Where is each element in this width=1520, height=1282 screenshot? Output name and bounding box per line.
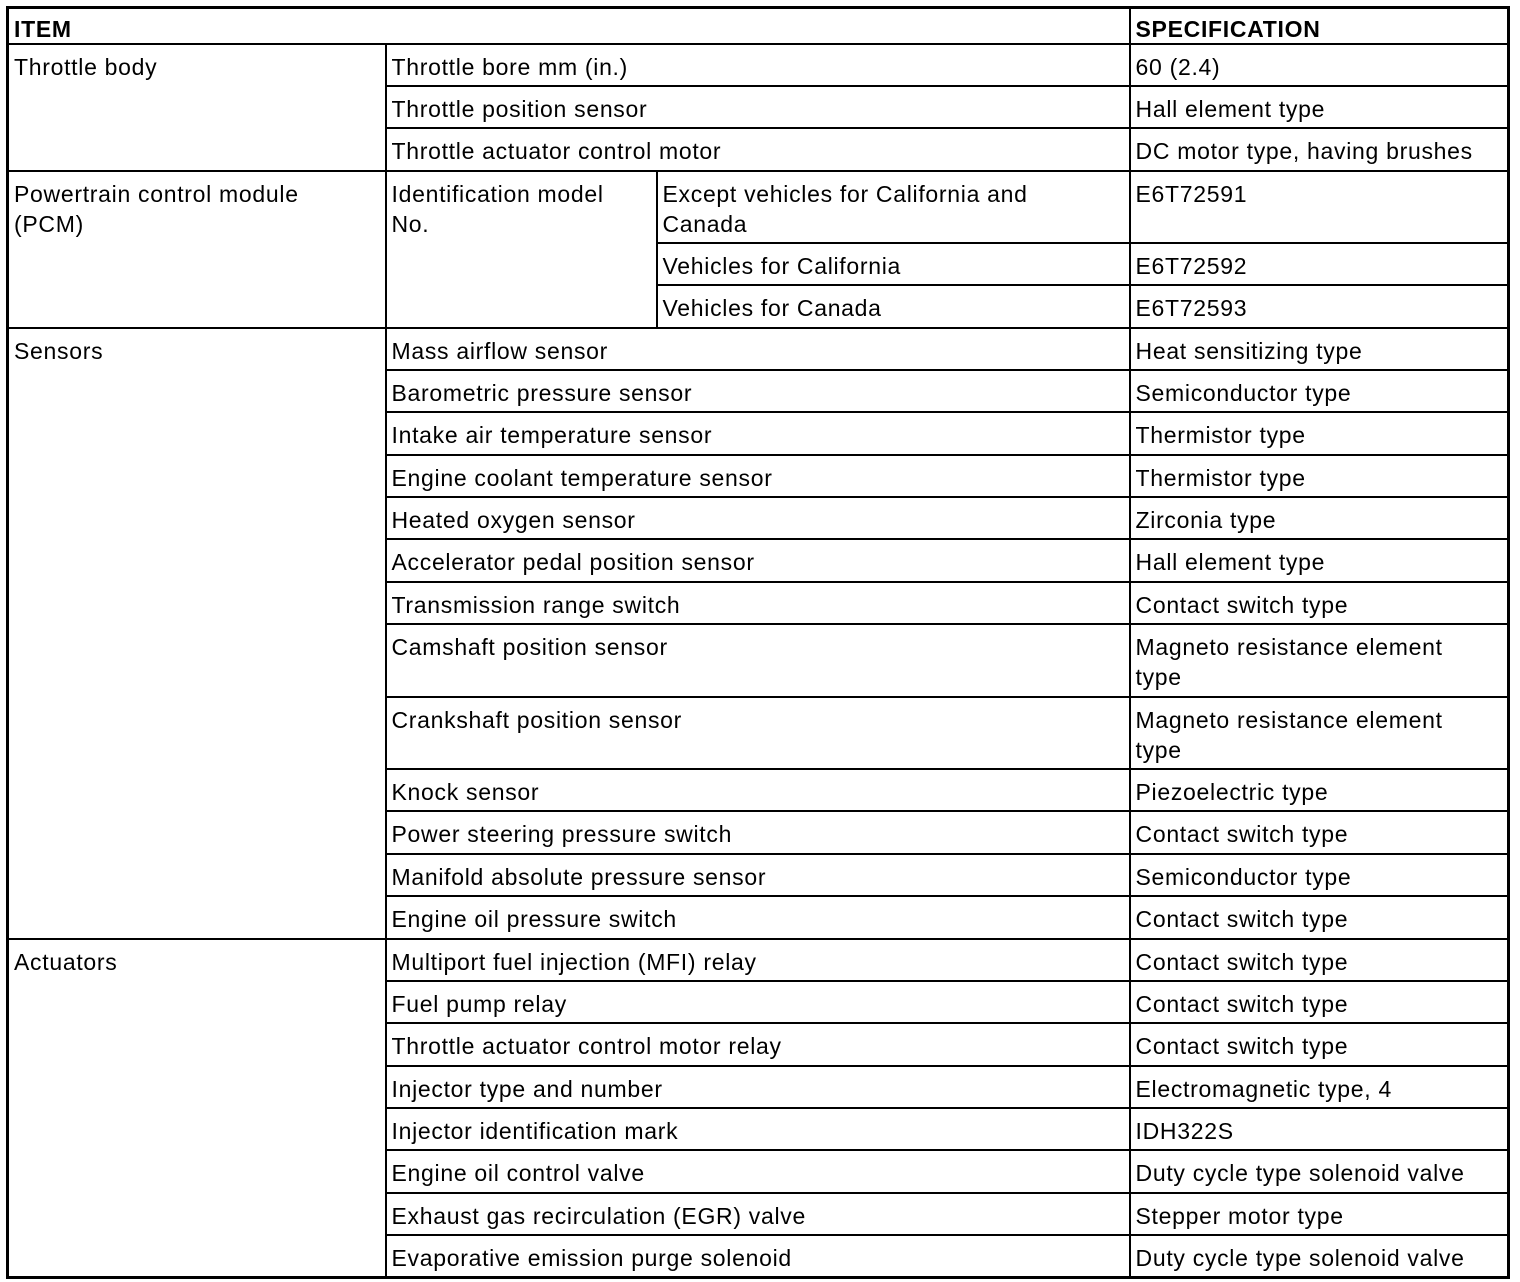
subgroup-identification-model: Identification model No.: [386, 171, 657, 328]
group-actuators: Actuators: [8, 939, 386, 1278]
spec-engine-oil-pressure-switch: Contact switch type: [1130, 896, 1509, 938]
item-vehicles-canada: Vehicles for Canada: [657, 285, 1130, 327]
spec-vehicles-california: E6T72592: [1130, 243, 1509, 285]
item-injector-identification-mark: Injector identification mark: [386, 1108, 1130, 1150]
item-crankshaft-position-sensor: Crankshaft position sensor: [386, 697, 1130, 770]
item-throttle-actuator-control-motor-relay: Throttle actuator control motor relay: [386, 1023, 1130, 1065]
item-transmission-range-switch: Transmission range switch: [386, 582, 1130, 624]
table-row: [8, 171, 1509, 244]
item-evaporative-emission-purge-solenoid: Evaporative emission purge solenoid: [386, 1235, 1130, 1277]
item-engine-oil-control-valve: Engine oil control valve: [386, 1150, 1130, 1192]
header-specification: SPECIFICATION: [1130, 8, 1509, 44]
item-fuel-pump-relay: Fuel pump relay: [386, 981, 1130, 1023]
spec-intake-air-temperature-sensor: Thermistor type: [1130, 412, 1509, 454]
spec-injector-identification-mark: IDH322S: [1130, 1108, 1509, 1150]
item-except-california-canada: Except vehicles for California and Canada: [657, 171, 1130, 244]
item-throttle-position-sensor: Throttle position sensor: [386, 86, 1130, 128]
item-injector-type-and-number: Injector type and number: [386, 1066, 1130, 1108]
spec-barometric-pressure-sensor: Semiconductor type: [1130, 370, 1509, 412]
item-engine-oil-pressure-switch: Engine oil pressure switch: [386, 896, 1130, 938]
spec-manifold-absolute-pressure-sensor: Semiconductor type: [1130, 854, 1509, 896]
spec-throttle-actuator-control-motor: DC motor type, having brushes: [1130, 128, 1509, 170]
item-accelerator-pedal-position-sensor: Accelerator pedal position sensor: [386, 539, 1130, 581]
spec-knock-sensor: Piezoelectric type: [1130, 769, 1509, 811]
group-sensors: Sensors: [8, 328, 386, 939]
spec-except-california-canada: E6T72591: [1130, 171, 1509, 244]
spec-throttle-position-sensor: Hall element type: [1130, 86, 1509, 128]
group-pcm: Powertrain control module (PCM): [8, 171, 386, 328]
spec-power-steering-pressure-switch: Contact switch type: [1130, 811, 1509, 853]
item-mass-airflow-sensor: Mass airflow sensor: [386, 328, 1130, 370]
header-item: ITEM: [8, 8, 1130, 44]
spec-vehicles-canada: E6T72593: [1130, 285, 1509, 327]
group-throttle-body: Throttle body: [8, 44, 386, 171]
item-egr-valve: Exhaust gas recirculation (EGR) valve: [386, 1193, 1130, 1235]
item-knock-sensor: Knock sensor: [386, 769, 1130, 811]
spec-fuel-pump-relay: Contact switch type: [1130, 981, 1509, 1023]
table-row: [8, 44, 1509, 86]
table-row: [8, 328, 1509, 370]
item-power-steering-pressure-switch: Power steering pressure switch: [386, 811, 1130, 853]
item-manifold-absolute-pressure-sensor: Manifold absolute pressure sensor: [386, 854, 1130, 896]
spec-throttle-actuator-control-motor-relay: Contact switch type: [1130, 1023, 1509, 1065]
spec-mass-airflow-sensor: Heat sensitizing type: [1130, 328, 1509, 370]
header-row: [8, 8, 1509, 44]
spec-throttle-bore: 60 (2.4): [1130, 44, 1509, 86]
spec-mfi-relay: Contact switch type: [1130, 939, 1509, 981]
item-camshaft-position-sensor: Camshaft position sensor: [386, 624, 1130, 697]
item-engine-coolant-temperature-sensor: Engine coolant temperature sensor: [386, 455, 1130, 497]
item-mfi-relay: Multiport fuel injection (MFI) relay: [386, 939, 1130, 981]
spec-egr-valve: Stepper motor type: [1130, 1193, 1509, 1235]
specification-table: [6, 6, 1510, 1279]
spec-camshaft-position-sensor: Magneto resistance element type: [1130, 624, 1509, 697]
spec-heated-oxygen-sensor: Zirconia type: [1130, 497, 1509, 539]
item-vehicles-california: Vehicles for California: [657, 243, 1130, 285]
item-barometric-pressure-sensor: Barometric pressure sensor: [386, 370, 1130, 412]
spec-accelerator-pedal-position-sensor: Hall element type: [1130, 539, 1509, 581]
item-throttle-bore: Throttle bore mm (in.): [386, 44, 1130, 86]
spec-evaporative-emission-purge-solenoid: Duty cycle type solenoid valve: [1130, 1235, 1509, 1277]
item-heated-oxygen-sensor: Heated oxygen sensor: [386, 497, 1130, 539]
spec-engine-coolant-temperature-sensor: Thermistor type: [1130, 455, 1509, 497]
table-row: [8, 939, 1509, 981]
item-intake-air-temperature-sensor: Intake air temperature sensor: [386, 412, 1130, 454]
spec-transmission-range-switch: Contact switch type: [1130, 582, 1509, 624]
item-throttle-actuator-control-motor: Throttle actuator control motor: [386, 128, 1130, 170]
spec-crankshaft-position-sensor: Magneto resistance element type: [1130, 697, 1509, 770]
spec-engine-oil-control-valve: Duty cycle type solenoid valve: [1130, 1150, 1509, 1192]
spec-injector-type-and-number: Electromagnetic type, 4: [1130, 1066, 1509, 1108]
